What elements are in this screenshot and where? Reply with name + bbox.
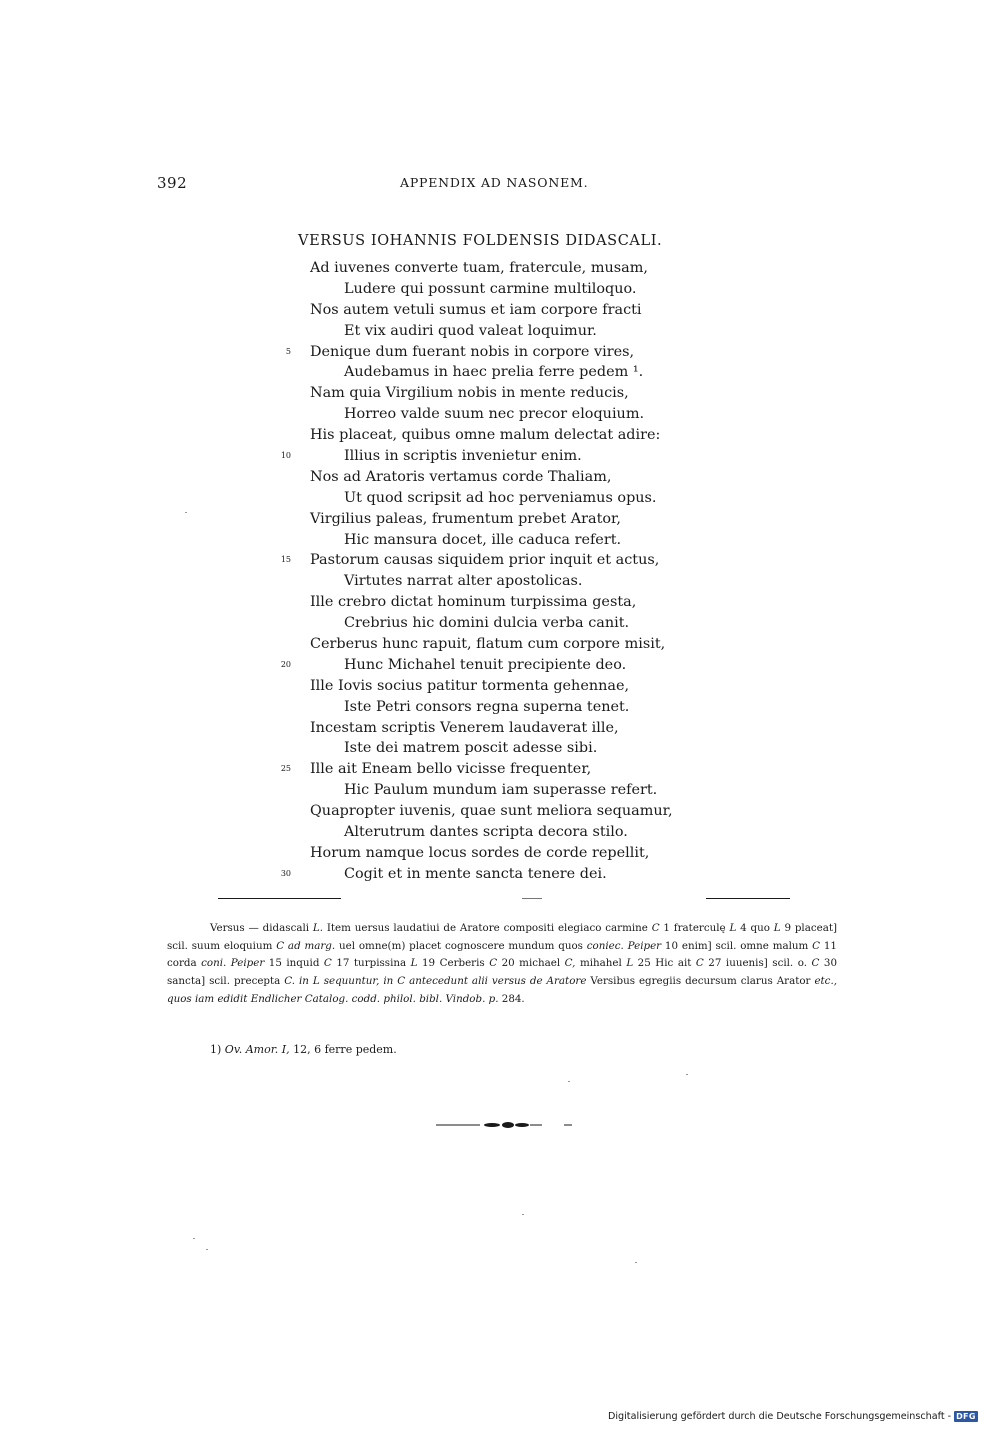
verse-text: Ut quod scripsit ad hoc perveniamus opus. (344, 489, 657, 506)
apparatus-text: 27 iuuenis] scil. o. (703, 957, 812, 970)
running-head: APPENDIX AD NASONEM. (400, 175, 589, 190)
apparatus-text: 10 enim] scil. omne malum (661, 939, 813, 952)
scan-speck (193, 1238, 195, 1239)
verse-line (0, 258, 1000, 279)
apparatus-text: 25 Hic ait (633, 957, 696, 970)
verse-text: His placeat, quibus omne malum delectat adire: (310, 427, 661, 444)
verse-line (0, 425, 1000, 446)
apparatus-siglum: L (773, 922, 781, 934)
verse-line (0, 634, 1000, 655)
apparatus-siglum: C (323, 957, 332, 970)
verse-line (0, 509, 1000, 530)
footnote (210, 1043, 397, 1056)
scan-speck (686, 1074, 688, 1075)
verse-line (0, 843, 1000, 864)
verse-text: Virgilius paleas, frumentum prebet Arator, (310, 510, 621, 527)
dfg-credit-text: Digitalisierung gefördert durch die Deutsche Forschungsgemeinschaft - (608, 1411, 952, 1422)
line-number: 15 (280, 555, 291, 565)
apparatus-siglum: L (729, 922, 737, 934)
apparatus-text: Versus — didascali (210, 922, 313, 934)
verse-text: Audebamus in haec prelia ferre pedem ¹. (344, 364, 644, 381)
apparatus-text: 20 michael (497, 957, 565, 970)
apparatus-text: 30 sancta] scil. precepta (167, 957, 837, 988)
verse-line (0, 801, 1000, 822)
footnote-reference: Ov. Amor. I, (224, 1043, 290, 1056)
apparatus-siglum: C. in L sequuntur, in C antecedunt alii versus de Aratore (284, 975, 587, 988)
footnote-text: 12, 6 ferre pedem. (289, 1043, 397, 1056)
verse-text: Ille ait Eneam bello vicisse frequenter, (310, 761, 592, 778)
verse-line (0, 467, 1000, 488)
footnote-rule-right (706, 898, 790, 899)
verse-text: Incestam scriptis Venerem laudaverat ille, (310, 719, 619, 736)
verse-text: Horum namque locus sordes de corde repellit, (310, 844, 650, 861)
verse-line (0, 697, 1000, 718)
apparatus-siglum: L. (312, 922, 324, 934)
verse-line (0, 592, 1000, 613)
verse-text: Illius in scriptis invenietur enim. (344, 448, 582, 465)
apparatus-text: 11 corda (167, 939, 837, 970)
verse-text: Nos ad Aratoris vertamus corde Thaliam, (310, 468, 612, 485)
apparatus-siglum: coni. Peiper (201, 957, 265, 970)
scan-speck (185, 512, 187, 513)
apparatus-text: 1 fraterculę (659, 922, 730, 934)
verse-line (0, 321, 1000, 342)
verse-text: Alterutrum dantes scripta decora stilo. (344, 824, 628, 841)
verse-line (0, 279, 1000, 300)
line-number: 5 (285, 346, 291, 356)
verse-line (0, 404, 1000, 425)
verse-line (0, 488, 1000, 509)
apparatus-siglum: C, (564, 957, 576, 970)
apparatus-text: 15 inquid (264, 957, 324, 970)
verse-line (0, 676, 1000, 697)
verse-text: Ludere qui possunt carmine multiloquo. (344, 280, 637, 297)
apparatus-siglum: C (651, 922, 660, 934)
dfg-logo-icon: DFG (956, 1412, 976, 1421)
apparatus-text: 9 placeat] scil. suum eloquium (167, 922, 837, 952)
verse-line (0, 571, 1000, 592)
verse-line (0, 780, 1000, 801)
apparatus-siglum: C (812, 939, 821, 952)
verse-line (0, 655, 1000, 676)
scan-speck (206, 1249, 208, 1250)
apparatus-text: mihahel (575, 957, 627, 970)
line-number: 10 (280, 451, 291, 461)
apparatus-siglum: C (489, 957, 498, 970)
verse-line (0, 822, 1000, 843)
verse-text: Crebrius hic domini dulcia verba canit. (344, 615, 630, 632)
line-number: 30 (280, 868, 291, 878)
verse-text: Hunc Michahel tenuit precipiente deo. (344, 656, 627, 673)
apparatus-siglum: etc., quos iam edidit Endlicher Catalog. codd. philol. bibl. Vindob. p. (167, 975, 837, 1005)
verse-text: Nam quia Virgilium nobis in mente reducis, (310, 385, 629, 402)
verse-text: Horreo valde suum nec precor eloquium. (344, 406, 645, 423)
apparatus-text: 284. (498, 992, 525, 1005)
apparatus-siglum: coniec. Peiper (586, 939, 662, 952)
scan-speck (635, 1262, 637, 1263)
verse-line (0, 550, 1000, 571)
verse-text: Pastorum causas siquidem prior inquit et actus, (310, 552, 660, 569)
scan-speck (568, 1081, 570, 1082)
apparatus-siglum: C ad marg. (276, 939, 336, 952)
line-number: 25 (280, 764, 291, 774)
verse-line (0, 613, 1000, 634)
verse-line (0, 362, 1000, 383)
verse-text: Ille Iovis socius patitur tormenta gehennae, (310, 677, 630, 694)
apparatus-text: Item uersus laudatiui de Aratore compositi elegiaco carmine (323, 922, 652, 934)
verse-text: Hic Paulum mundum iam superasse refert. (344, 782, 658, 799)
verse-line (0, 530, 1000, 551)
verse-line (0, 864, 1000, 885)
verse-line (0, 738, 1000, 759)
poem-body (0, 258, 1000, 885)
ornament-divider (432, 1118, 577, 1132)
verse-text: Ille crebro dictat hominum turpissima gesta, (310, 594, 637, 611)
footnote-marker: 1) (210, 1043, 222, 1056)
verse-text: Ad iuvenes converte tuam, fratercule, musam, (310, 260, 648, 276)
apparatus-siglum: C (811, 957, 820, 970)
line-number: 20 (280, 659, 291, 669)
verse-text: Iste Petri consors regna superna tenet. (344, 698, 630, 715)
apparatus-text: uel omne(m) placet cognoscere mundum quos (335, 939, 587, 952)
verse-text: Quapropter iuvenis, quae sunt meliora sequamur, (310, 803, 673, 820)
verse-text: Et vix audiri quod valeat loquimur. (344, 322, 597, 339)
verse-line (0, 300, 1000, 321)
dfg-credit (608, 1411, 978, 1422)
apparatus-text: 17 turpissina (331, 957, 411, 970)
verse-text: Hic mansura docet, ille caduca refert. (344, 531, 622, 548)
verse-text: Virtutes narrat alter apostolicas. (344, 573, 583, 590)
footnote-rule-left (218, 898, 341, 899)
footnote-rule-mid (522, 898, 542, 899)
apparatus-text: Versibus egregiis decursum clarus Arator (586, 975, 815, 988)
apparatus-text: 4 quo (736, 922, 774, 934)
verse-line (0, 718, 1000, 739)
page-number: 392 (157, 174, 188, 192)
scan-speck (522, 1214, 524, 1215)
verse-text: Iste dei matrem poscit adesse sibi. (344, 740, 598, 757)
verse-text: Nos autem vetuli sumus et iam corpore fracti (310, 301, 642, 318)
apparatus-siglum: L (410, 957, 418, 970)
verse-text: Cerberus hunc rapuit, flatum cum corpore misit, (310, 636, 666, 653)
apparatus-siglum: L (626, 957, 634, 970)
poem-title: VERSUS IOHANNIS FOLDENSIS DIDASCALI. (298, 233, 663, 249)
apparatus-text: 19 Cerberis (417, 957, 490, 970)
verse-line (0, 342, 1000, 363)
verse-line (0, 759, 1000, 780)
apparatus-siglum: C (695, 957, 704, 970)
verse-text: Cogit et in mente sancta tenere dei. (344, 865, 607, 882)
verse-line (0, 446, 1000, 467)
verse-line (0, 383, 1000, 404)
critical-apparatus (167, 920, 837, 1009)
verse-text: Denique dum fuerant nobis in corpore vires, (310, 343, 635, 360)
